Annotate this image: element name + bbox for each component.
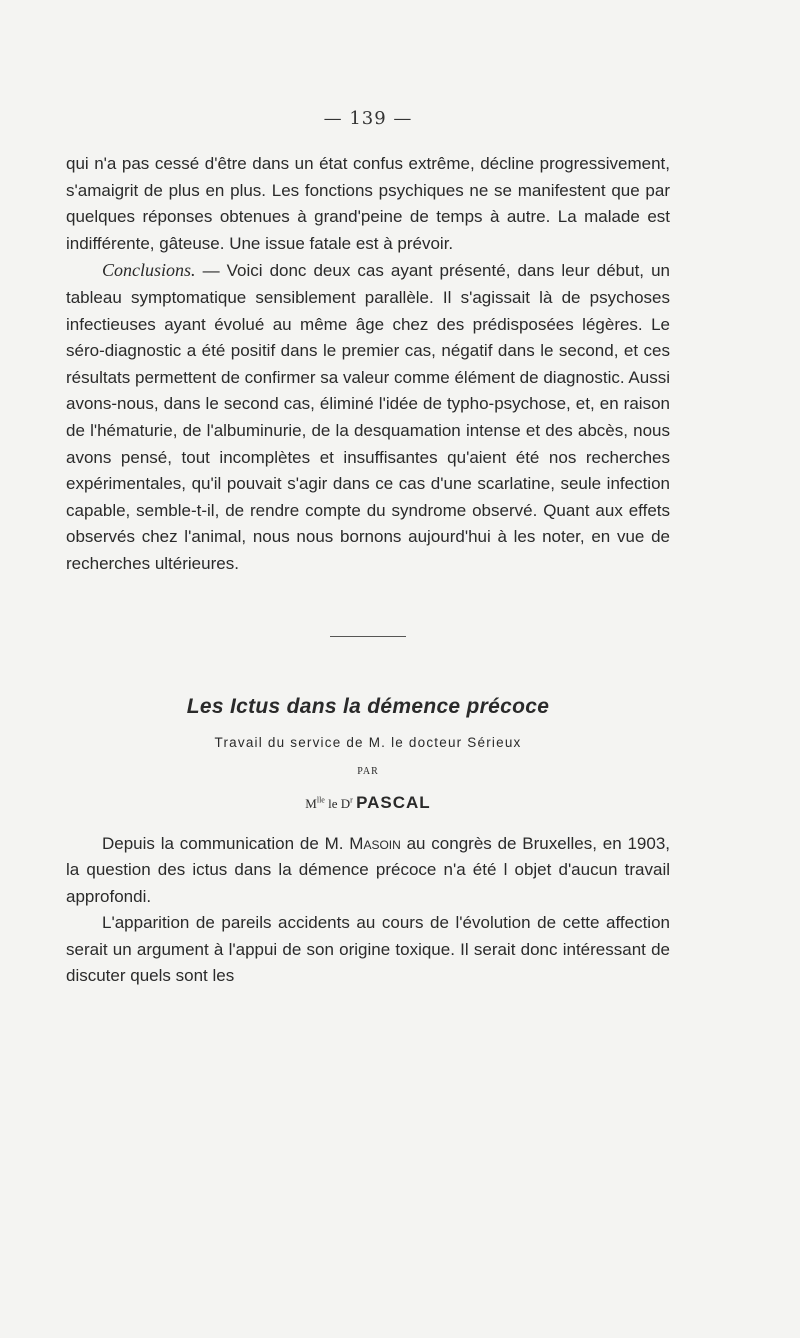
author-name: PASCAL (356, 792, 431, 812)
body-paragraph: qui n'a pas cessé d'être dans un état confus extrême, décline progressivement, s'amaigrit de plus en plus. Les fonctions psychiques ne se manifestent que par quelques réponses obtenues à grand'peine de temps à autre. La malade est indifférente, gâteuse. Une issue fatale est à prévoir. (66, 154, 670, 253)
conclusions-text: — Voici donc deux cas ayant présenté, dans leur début, un tableau symptomatique sensiblement parallèle. Il s'agissait là de psychoses infectieuses ayant évolué au même âge chez des prédisposées légères. Le séro-diagnostic a été positif dans le premier cas, négatif dans le second, et ces résultats permettent de confirmer sa valeur comme élément de diagnostic. Aussi avons-nous, dans le second cas, éliminé l'idée de typho-psychose, et, en raison de l'hématurie, de l'albuminurie, de la desquamation intense et des abcès, nous avons pensé, tout incomplètes et insuffisantes qu'aient été nos recherches expérimentales, qu'il pouvait s'agir dans ce cas d'une scarlatine, seule infection capable, semble-t-il, de rendre compte du syndrome observé. Quant aux effets observés chez l'animal, nous nous bornons aujourd'hui à les noter, en vue de recherches ultérieures. (66, 261, 670, 573)
article-author (66, 793, 670, 813)
article-paragraph-before: Depuis la communication de M. (102, 833, 350, 853)
author-dr-sup: r (350, 795, 353, 805)
author-prefix-sup: lle (316, 795, 325, 805)
document-page (66, 108, 670, 990)
article-by: PAR (357, 765, 379, 777)
conclusions-label: Conclusions. (102, 260, 196, 281)
section-divider (330, 636, 406, 637)
conclusions-paragraph (66, 257, 670, 577)
page-number: — 139 — (323, 108, 413, 129)
article-paragraph-2: L'apparition de pareils accidents au cours de l'évolution de cette affection serait un argument à l'appui de son origine toxique. Il serait donc intéressant de discuter quels sont les (66, 913, 670, 986)
article-paragraph-after: au congrès de Bruxelles, en 1903, la question des ictus dans la démence précoce n'a été l objet d'aucun travail approfondi. (66, 833, 670, 906)
author-le: le D (324, 795, 351, 811)
article-paragraph (66, 831, 670, 911)
article-title: Les Ictus dans la démence précoce (186, 694, 550, 718)
cited-author-name: Masoin (349, 833, 401, 853)
author-prefix: M (305, 795, 317, 811)
article-subtitle: Travail du service de M. le docteur Sérieux (214, 734, 522, 750)
